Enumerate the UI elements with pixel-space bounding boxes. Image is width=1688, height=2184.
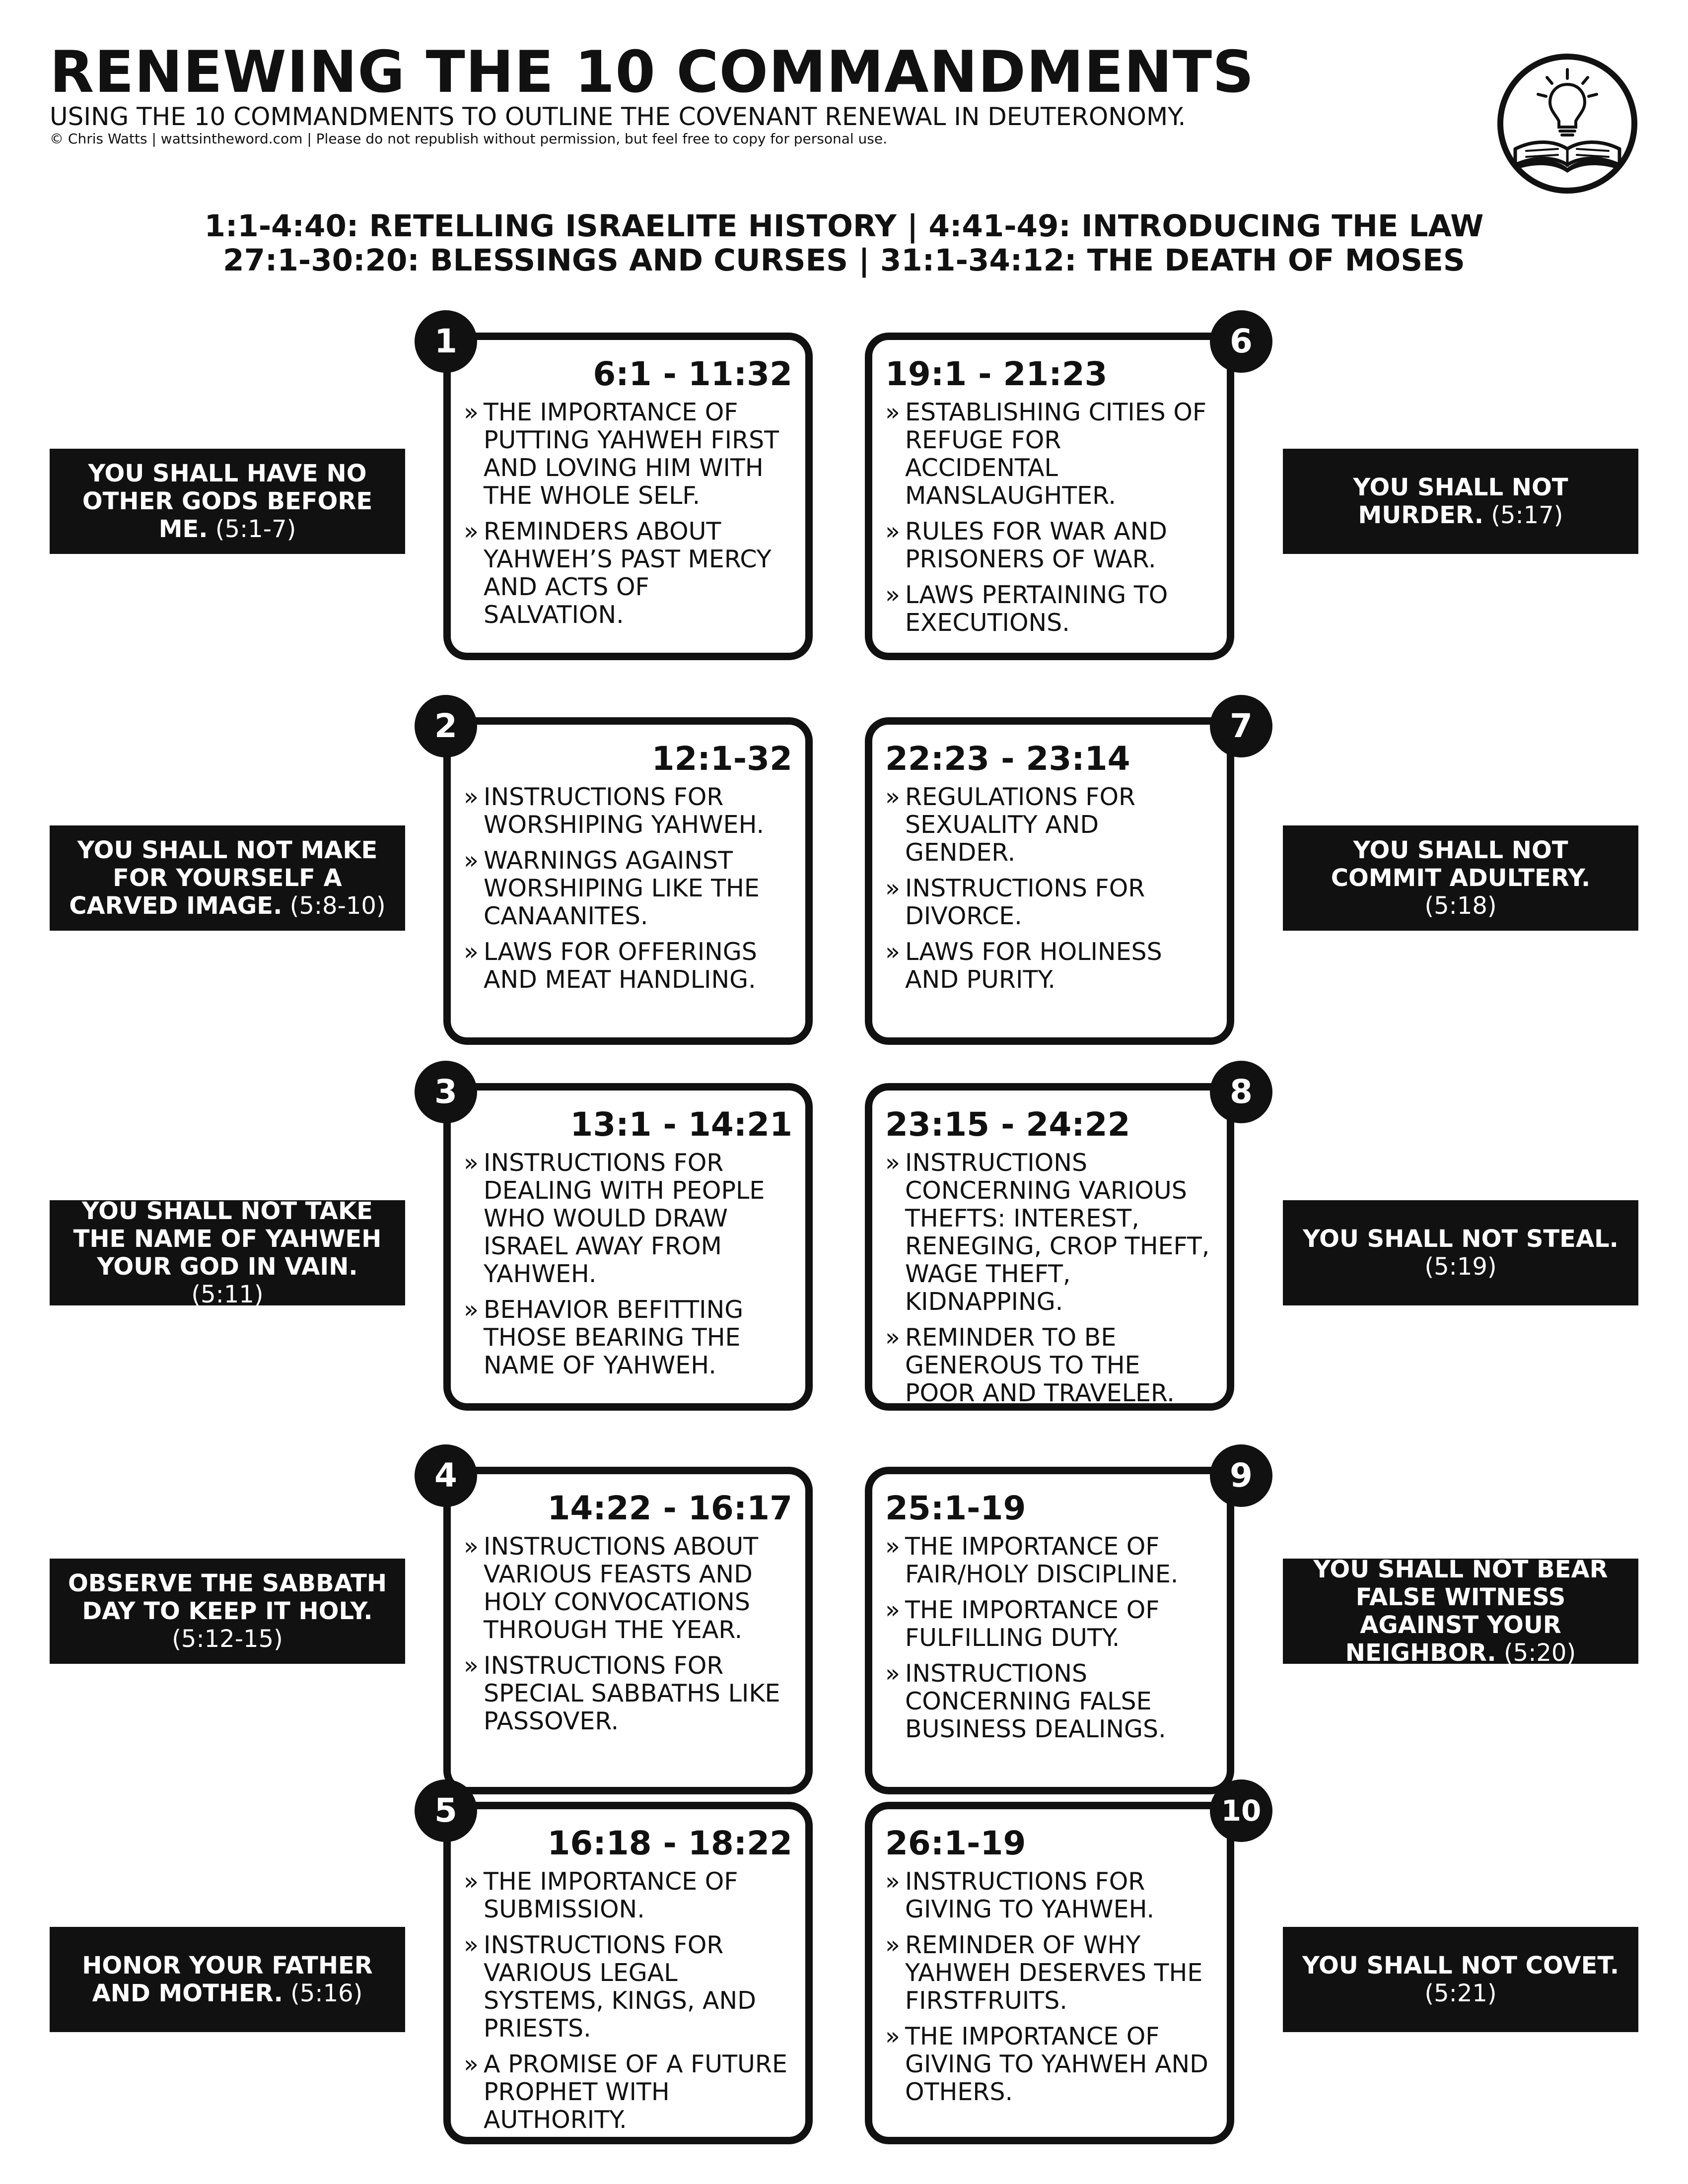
commandment-7-card (865, 717, 1234, 1045)
bullet-marker: » (464, 1532, 479, 1561)
commandment-text: YOU SHALL NOT MURDER. (1353, 474, 1568, 529)
list-item: » A PROMISE OF A FUTURE PROPHET WITH AUTHORITY. (464, 2050, 787, 2134)
bullet-marker: » (885, 1532, 900, 1561)
bullet-marker: » (885, 1931, 900, 1959)
commandment-5-card (443, 1802, 813, 2144)
commandment-verse: (5:12-15) (172, 1625, 283, 1653)
section-topics (464, 783, 792, 994)
commandment-2-label (50, 825, 405, 931)
commandment-verse: (5:18) (1424, 892, 1497, 920)
scripture-reference: 26:1-19 (885, 1824, 1026, 1862)
list-item: » INSTRUCTIONS FOR DEALING WITH PEOPLE WHO WOULD DRAW ISRAEL AWAY FROM YAHWEH. (464, 1149, 765, 1288)
section-topics (885, 1868, 1214, 2106)
list-item: » ESTABLISHING CITIES OF REFUGE FOR ACCIDENTAL MANSLAUGHTER. (885, 398, 1207, 510)
commandment-text: HONOR YOUR FATHER AND MOTHER. (82, 1952, 373, 2007)
list-item: » THE IMPORTANCE OF PUTTING YAHWEH FIRST AND LOVING HIM WITH THE WHOLE SELF. (464, 398, 779, 510)
bullet-marker: » (464, 1149, 479, 1177)
bullet-marker: » (885, 874, 900, 902)
outline-line-2: 27:1-30:20: BLESSINGS AND CURSES | 31:1-34:12: THE DEATH OF MOSES (223, 243, 1465, 278)
list-item: » WARNINGS AGAINST WORSHIPING LIKE THE CANAANITES. (464, 846, 760, 930)
bullet-marker: » (464, 846, 479, 875)
list-item: » REGULATIONS FOR SEXUALITY AND GENDER. (885, 783, 1136, 867)
bullet-marker: » (885, 783, 900, 811)
commandment-number-badge: 5 (415, 1779, 477, 1842)
bullet-marker: » (885, 2022, 900, 2050)
commandment-5-label (50, 1927, 405, 2032)
section-topics (885, 1149, 1214, 1407)
scripture-reference: 25:1-19 (885, 1489, 1026, 1527)
commandment-verse: (5:21) (1424, 1979, 1497, 2007)
commandment-number-badge: 2 (415, 695, 477, 757)
list-item: » LAWS FOR HOLINESS AND PURITY. (885, 938, 1162, 994)
commandment-text: YOU SHALL NOT BEAR FALSE WITNESS AGAINST YOUR NEIGHBOR. (1313, 1556, 1608, 1667)
bullet-marker: » (885, 1659, 900, 1688)
list-item: » BEHAVIOR BEFITTING THOSE BEARING THE NAME OF YAHWEH. (464, 1296, 744, 1379)
list-item: » INSTRUCTIONS ABOUT VARIOUS FEASTS AND HOLY CONVOCATIONS THROUGH THE YEAR. (464, 1532, 759, 1644)
commandment-verse: (5:16) (290, 1979, 363, 2007)
commandment-7-label (1283, 825, 1638, 931)
bullet-marker: » (885, 1323, 900, 1352)
commandment-number-badge: 8 (1210, 1061, 1272, 1123)
commandment-10-card (865, 1802, 1234, 2144)
bullet-marker: » (885, 938, 900, 966)
commandment-3-card (443, 1083, 813, 1411)
commandment-1-card (443, 333, 813, 660)
section-topics (885, 1533, 1214, 1743)
bullet-marker: » (464, 783, 479, 811)
outline-line-1: 1:1-4:40: RETELLING ISRAELITE HISTORY | 4:41-49: INTRODUCING THE LAW (204, 208, 1484, 244)
scripture-reference: 16:18 - 18:22 (547, 1824, 792, 1862)
list-item: » INSTRUCTIONS FOR SPECIAL SABBATHS LIKE PASSOVER. (464, 1651, 780, 1735)
commandment-text: OBSERVE THE SABBATH DAY TO KEEP IT HOLY. (68, 1570, 387, 1625)
commandment-10-label (1283, 1927, 1638, 2032)
list-item: » THE IMPORTANCE OF SUBMISSION. (464, 1867, 738, 1923)
bullet-marker: » (464, 1867, 479, 1896)
commandment-number-badge: 4 (415, 1444, 477, 1507)
scripture-reference: 12:1-32 (651, 740, 792, 778)
list-item: » THE IMPORTANCE OF FAIR/HOLY DISCIPLINE. (885, 1532, 1179, 1588)
commandment-text: YOU SHALL NOT TAKE THE NAME OF YAHWEH YOUR GOD IN VAIN. (73, 1197, 382, 1281)
section-topics (885, 399, 1214, 637)
commandment-4-label (50, 1559, 405, 1664)
bullet-marker: » (464, 1931, 479, 1959)
section-topics (464, 1533, 792, 1735)
bullet-marker: » (464, 2050, 479, 2078)
list-item: » INSTRUCTIONS FOR WORSHIPING YAHWEH. (464, 783, 765, 839)
list-item: » REMINDERS ABOUT YAHWEH’S PAST MERCY AND ACTS OF SALVATION. (464, 517, 772, 629)
commandment-8-label (1283, 1200, 1638, 1305)
commandment-1-label (50, 449, 405, 554)
list-item: » INSTRUCTIONS FOR GIVING TO YAHWEH. (885, 1867, 1155, 1923)
commandment-text: YOU SHALL NOT COVET. (1302, 1952, 1619, 1979)
list-item: » INSTRUCTIONS CONCERNING FALSE BUSINESS DEALINGS. (885, 1659, 1166, 1743)
commandment-number-badge: 6 (1210, 310, 1272, 373)
commandment-6-label (1283, 449, 1638, 554)
list-item: » RULES FOR WAR AND PRISONERS OF WAR. (885, 517, 1168, 573)
commandment-4-card (443, 1467, 813, 1794)
page-title: RENEWING THE 10 COMMANDMENTS (50, 39, 1255, 106)
scripture-reference: 6:1 - 11:32 (593, 355, 792, 393)
lightbulb-open-book-icon (1495, 52, 1639, 196)
commandment-verse: (5:20) (1503, 1639, 1576, 1667)
page-subtitle: USING THE 10 COMMANDMENTS TO OUTLINE THE COVENANT RENEWAL IN DEUTERONOMY. (50, 102, 1186, 131)
bullet-marker: » (885, 581, 900, 609)
commandment-number-badge: 10 (1210, 1779, 1272, 1842)
section-topics (464, 399, 792, 629)
list-item: » LAWS FOR OFFERINGS AND MEAT HANDLING. (464, 938, 757, 994)
list-item: » REMINDER OF WHY YAHWEH DESERVES THE FIRSTFRUITS. (885, 1931, 1203, 2015)
bullet-marker: » (885, 517, 900, 546)
list-item: » LAWS PERTAINING TO EXECUTIONS. (885, 581, 1168, 637)
section-topics (885, 783, 1214, 994)
commandment-9-label (1283, 1556, 1638, 1667)
commandment-text: YOU SHALL NOT MAKE FOR YOURSELF A CARVED IMAGE. (69, 836, 378, 920)
bullet-marker: » (464, 517, 479, 546)
bullet-marker: » (464, 1296, 479, 1324)
commandment-verse: (5:19) (1424, 1253, 1497, 1281)
list-item: » INSTRUCTIONS FOR DIVORCE. (885, 874, 1145, 930)
commandment-3-label (50, 1197, 405, 1308)
list-item: » INSTRUCTIONS CONCERNING VARIOUS THEFTS: INTEREST, RENEGING, CROP THEFT, WAGE THEFT, KIDNAPPING. (885, 1149, 1210, 1316)
section-topics (464, 1149, 792, 1379)
commandment-verse: (5:17) (1491, 501, 1563, 529)
list-item: » THE IMPORTANCE OF FULFILLING DUTY. (885, 1596, 1160, 1652)
bullet-marker: » (464, 1651, 479, 1680)
commandment-9-card (865, 1467, 1234, 1794)
bullet-marker: » (464, 938, 479, 966)
bullet-marker: » (885, 1149, 900, 1177)
scripture-reference: 14:22 - 16:17 (547, 1489, 792, 1527)
bullet-marker: » (885, 398, 900, 426)
commandment-text: YOU SHALL NOT COMMIT ADULTERY. (1331, 836, 1591, 892)
copyright-notice: © Chris Watts | wattsintheword.com | Please do not republish without permission, but feel free to copy for personal use. (50, 131, 887, 147)
list-item: » THE IMPORTANCE OF GIVING TO YAHWEH AND OTHERS. (885, 2022, 1208, 2106)
commandment-number-badge: 9 (1210, 1444, 1272, 1507)
bullet-marker: » (885, 1867, 900, 1896)
commandment-6-card (865, 333, 1234, 660)
scripture-reference: 22:23 - 23:14 (885, 740, 1130, 778)
bullet-marker: » (464, 398, 479, 426)
commandment-number-badge: 1 (415, 310, 477, 373)
commandment-verse: (5:11) (191, 1281, 264, 1308)
section-topics (464, 1868, 792, 2134)
scripture-reference: 13:1 - 14:21 (570, 1105, 792, 1144)
commandment-verse: (5:8-10) (289, 892, 386, 920)
list-item: » INSTRUCTIONS FOR VARIOUS LEGAL SYSTEMS, KINGS, AND PRIESTS. (464, 1931, 756, 2043)
commandment-number-badge: 3 (415, 1061, 477, 1123)
commandment-8-card (865, 1083, 1234, 1411)
scripture-reference: 23:15 - 24:22 (885, 1105, 1130, 1144)
commandment-text: YOU SHALL NOT STEAL. (1303, 1225, 1618, 1253)
commandment-2-card (443, 717, 813, 1045)
commandment-text: YOU SHALL HAVE NO OTHER GODS BEFORE ME. (82, 460, 373, 543)
commandment-number-badge: 7 (1210, 695, 1272, 757)
bullet-marker: » (885, 1596, 900, 1624)
scripture-reference: 19:1 - 21:23 (885, 355, 1108, 393)
commandment-verse: (5:1-7) (215, 515, 296, 543)
list-item: » REMINDER TO BE GENEROUS TO THE POOR AND TRAVELER. (885, 1323, 1175, 1407)
